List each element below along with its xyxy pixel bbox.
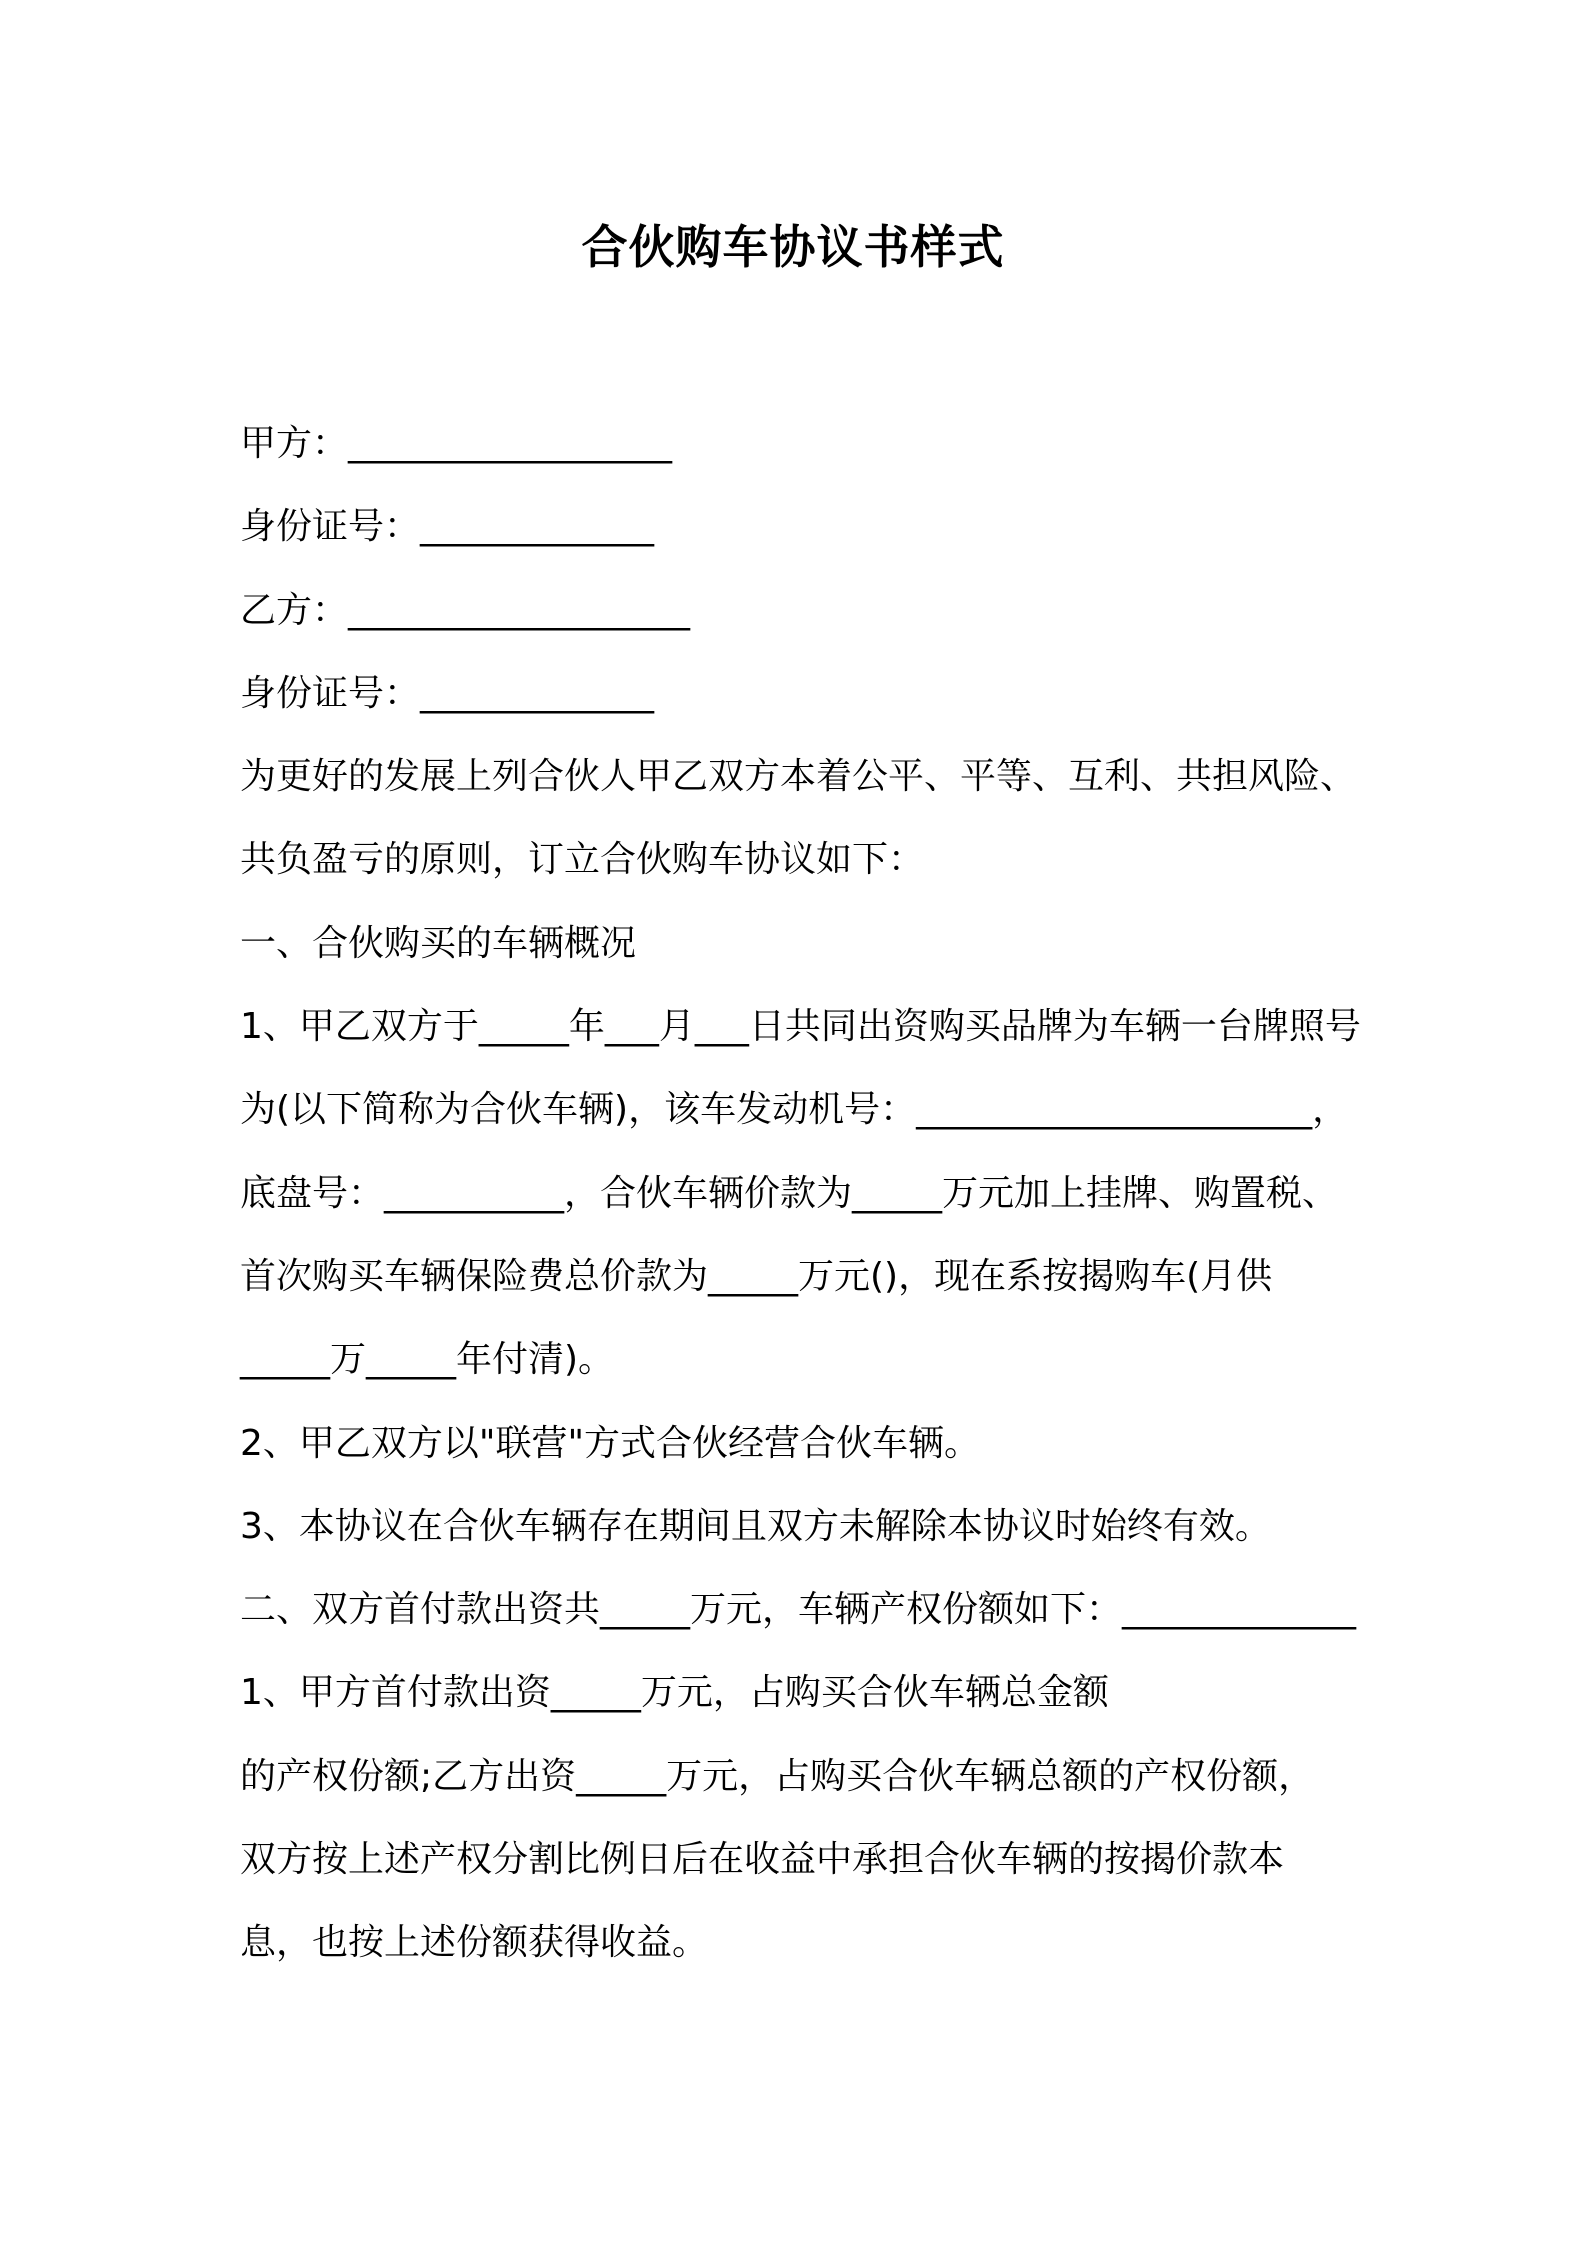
clause-1-1-line-3: 底盘号：__________，合伙车辆价款为_____万元加上挂牌、购置税、 bbox=[240, 1172, 1339, 1214]
party-b-line: 乙方：___________________ bbox=[240, 589, 691, 631]
document-body bbox=[240, 402, 1360, 1985]
clause-2-1-line-2: 的产权份额;乙方出资_____万元，占购买合伙车辆总额的产权份额， bbox=[240, 1755, 1315, 1797]
preamble-line-1: 为更好的发展上列合伙人甲乙双方本着公平、平等、互利、共担风险、 bbox=[240, 756, 1357, 798]
party-b-id-line: 身份证号：_____________ bbox=[240, 672, 655, 714]
clause-2-1-line-4: 息，也按上述份额获得收益。 bbox=[240, 1922, 709, 1964]
party-a-id-line: 身份证号：_____________ bbox=[240, 506, 655, 548]
clause-1-1-line-5: _____万_____年付清)。 bbox=[240, 1339, 615, 1381]
clause-2-1-line-3: 双方按上述产权分割比例日后在收益中承担合伙车辆的按揭价款本 bbox=[240, 1839, 1285, 1881]
clause-2-1-line-1: 1、甲方首付款出资_____万元，占购买合伙车辆总金额 bbox=[240, 1672, 1109, 1714]
clause-1-1-line-1: 1、甲乙双方于_____年___月___日共同出资购买品牌为车辆一台牌照号 bbox=[240, 1006, 1361, 1048]
clause-1-3: 3、本协议在合伙车辆存在期间且双方未解除本协议时始终有效。 bbox=[240, 1505, 1271, 1547]
clause-1-1-line-2: 为(以下简称为合伙车辆)，该车发动机号：______________________， bbox=[240, 1089, 1349, 1131]
party-a-line: 甲方：__________________ bbox=[240, 423, 673, 464]
document-title: 合伙购车协议书样式 bbox=[581, 220, 1005, 274]
section-2-heading: 二、双方首付款出资共_____万元，车辆产权份额如下：_____________ bbox=[240, 1589, 1357, 1631]
clause-1-1-line-4: 首次购买车辆保险费总价款为_____万元()，现在系按揭购车(月供 bbox=[240, 1255, 1273, 1297]
section-1-heading: 一、合伙购买的车辆概况 bbox=[240, 922, 637, 964]
preamble-line-2: 共负盈亏的原则，订立合伙购车协议如下： bbox=[240, 839, 925, 881]
clause-1-2: 2、甲乙双方以"联营"方式合伙经营合伙车辆。 bbox=[240, 1422, 981, 1464]
